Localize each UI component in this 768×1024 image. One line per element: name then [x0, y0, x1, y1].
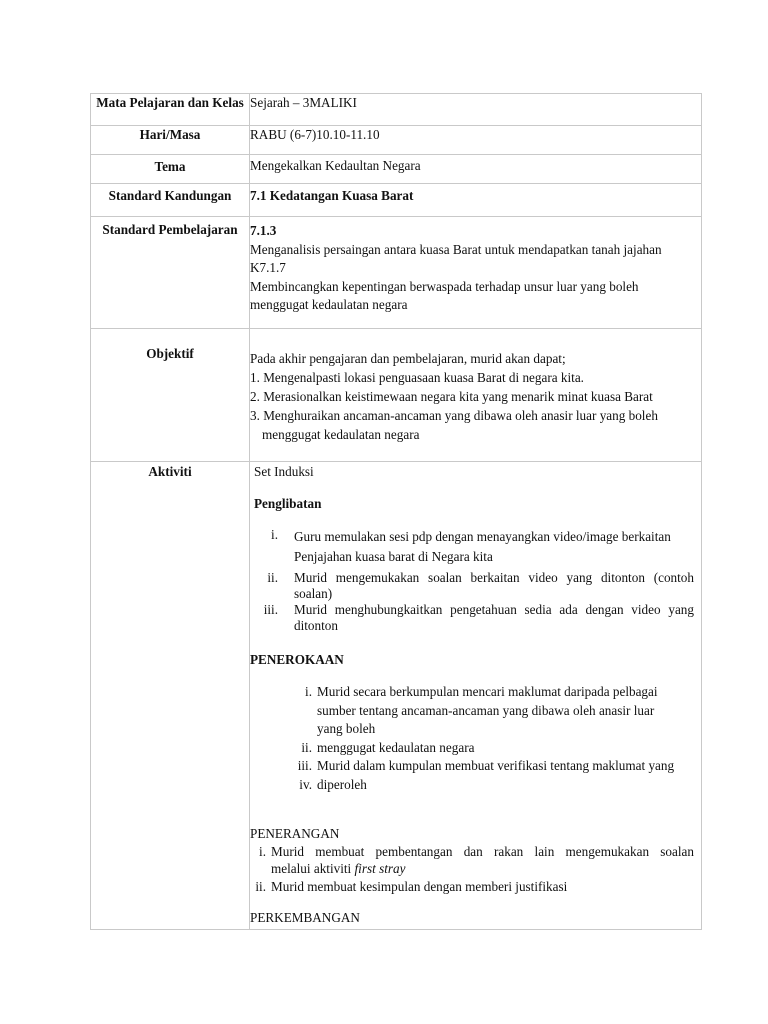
label-theme	[91, 155, 250, 184]
penerokaan-item-1-line2: sumber tentang ancaman-ancaman yang dibawa oleh anasir luar	[317, 702, 655, 718]
value-subject-text: Sejarah – 3MALIKI	[250, 95, 357, 110]
value-subject	[250, 94, 702, 126]
penerangan-item-1-line1: Murid membuat pembentangan dan rakan lain mengemukakan soalan	[271, 844, 694, 859]
row-learning-standard	[91, 217, 702, 329]
row-theme	[91, 155, 702, 184]
penerokaan-item-4-line1: diperoleh	[317, 776, 367, 792]
value-content-standard	[250, 184, 702, 217]
penerokaan-item-1-line1: Murid secara berkumpulan mencari maklumat daripada pelbagai	[317, 684, 658, 699]
penglibatan-item-1-line1: Guru memulakan sesi pdp dengan menayangkan video/image berkaitan	[294, 529, 671, 544]
penglibatan-item-3	[250, 600, 694, 632]
penglibatan-item-1-line2: Penjajahan kuasa barat di Negara kita	[294, 549, 493, 564]
first-stray-italic: first stray	[354, 861, 406, 876]
value-day	[250, 126, 702, 155]
penglibatan-item-2-line2: soalan)	[294, 586, 333, 601]
penglibatan-item-3-line2: ditonton	[294, 618, 338, 633]
value-content-standard-text: 7.1 Kedatangan Kuasa Barat	[250, 188, 414, 203]
label-learning-standard-text: Standard Pembelajaran	[102, 222, 238, 237]
penerangan-list	[250, 843, 694, 895]
label-day	[91, 126, 250, 155]
penglibatan-item-1-num: i.	[271, 527, 278, 542]
penerokaan-item-3-num: iii.	[297, 758, 312, 773]
label-objective	[91, 329, 250, 462]
label-content-standard	[91, 184, 250, 217]
value-objective	[250, 329, 702, 462]
penerokaan-list	[250, 683, 694, 794]
set-induksi: Set Induksi	[254, 464, 314, 479]
penerokaan-item-1-line3: yang boleh	[317, 721, 376, 736]
learning-standard-text-1: Menganalisis persaingan antara kuasa Barat untuk mendapatkan tanah jajahan	[250, 241, 662, 257]
objective-item-3-cont: menggugat kedaulatan negara	[262, 427, 420, 442]
penerangan-item-1	[250, 843, 694, 877]
value-theme	[250, 155, 702, 184]
penerangan-item-1-num: i.	[259, 844, 266, 859]
penglibatan-item-3-line1: Murid menghubungkaitkan pengetahuan sedia ada dengan video yang	[294, 602, 694, 617]
objective-item-1: 1. Mengenalpasti lokasi penguasaan kuasa Barat di negara kita.	[250, 370, 584, 385]
learning-standard-text-2: Membincangkan kepentingan berwaspada terhadap unsur luar yang boleh menggugat kedaulatan negara	[250, 278, 639, 312]
learning-standard-code-1: 7.1.3	[250, 223, 277, 238]
value-activity	[250, 462, 702, 930]
penglibatan-item-2-num: ii.	[267, 570, 278, 585]
row-content-standard	[91, 184, 702, 217]
label-learning-standard	[91, 217, 250, 329]
penerokaan-item-2-num: ii.	[301, 739, 312, 755]
penerangan-item-1-line2-text: melalui aktiviti	[271, 861, 355, 876]
penerangan-item-2-text: Murid membuat kesimpulan dengan memberi justifikasi	[271, 879, 568, 894]
penerokaan-item-1-num: i.	[305, 684, 312, 699]
objective-item-2: 2. Merasionalkan keistimewaan negara kita yang menarik minat kuasa Barat	[250, 389, 653, 404]
label-theme-text: Tema	[154, 159, 186, 174]
penerokaan-heading: PENEROKAAN	[250, 652, 344, 667]
objective-item-3: 3. Menghuraikan ancaman-ancaman yang dibawa oleh anasir luar yang boleh	[250, 408, 658, 423]
penerokaan-item-3	[250, 757, 694, 776]
label-activity-text: Aktiviti	[148, 464, 192, 479]
penglibatan-list	[250, 524, 694, 632]
row-subject	[91, 94, 702, 126]
label-activity	[91, 462, 250, 930]
penerokaan-item-3-line1: Murid dalam kumpulan membuat verifikasi tentang maklumat yang	[317, 758, 675, 773]
perkembangan-heading: PERKEMBANGAN	[250, 910, 360, 925]
penerangan-item-2-num: ii.	[255, 879, 266, 894]
penerokaan-item-4-num: iv.	[299, 776, 312, 792]
penerokaan-item-1	[250, 683, 694, 739]
penglibatan-heading: Penglibatan	[254, 496, 322, 511]
penglibatan-item-1	[250, 524, 694, 564]
penglibatan-item-2-line1: Murid mengemukakan soalan berkaitan video yang ditonton (contoh	[294, 570, 694, 585]
lesson-plan-table	[90, 93, 702, 930]
penerokaan-item-2	[250, 739, 694, 758]
penerangan-heading: PENERANGAN	[250, 826, 340, 841]
row-day	[91, 126, 702, 155]
value-learning-standard	[250, 217, 702, 329]
penglibatan-item-3-num: iii.	[263, 602, 278, 617]
label-subject	[91, 94, 250, 126]
objective-intro: Pada akhir pengajaran dan pembelajaran, murid akan dapat;	[250, 351, 566, 366]
penglibatan-item-2	[250, 568, 694, 600]
label-day-text: Hari/Masa	[139, 127, 201, 142]
row-activity	[91, 462, 702, 930]
label-objective-text: Objektif	[146, 346, 194, 361]
label-subject-text: Mata Pelajaran dan Kelas	[96, 95, 244, 110]
learning-standard-code-2: K7.1.7	[250, 260, 286, 275]
penerangan-item-2	[250, 878, 694, 895]
penerangan-item-1-line2	[271, 860, 694, 877]
penerokaan-item-2-line1: menggugat kedaulatan negara	[317, 739, 475, 755]
penerokaan-item-4	[250, 776, 694, 795]
row-objective	[91, 329, 702, 462]
value-theme-text: Mengekalkan Kedaultan Negara	[250, 158, 421, 173]
value-day-text: RABU (6-7)10.10-11.10	[250, 127, 380, 142]
label-content-standard-text: Standard Kandungan	[108, 188, 232, 203]
